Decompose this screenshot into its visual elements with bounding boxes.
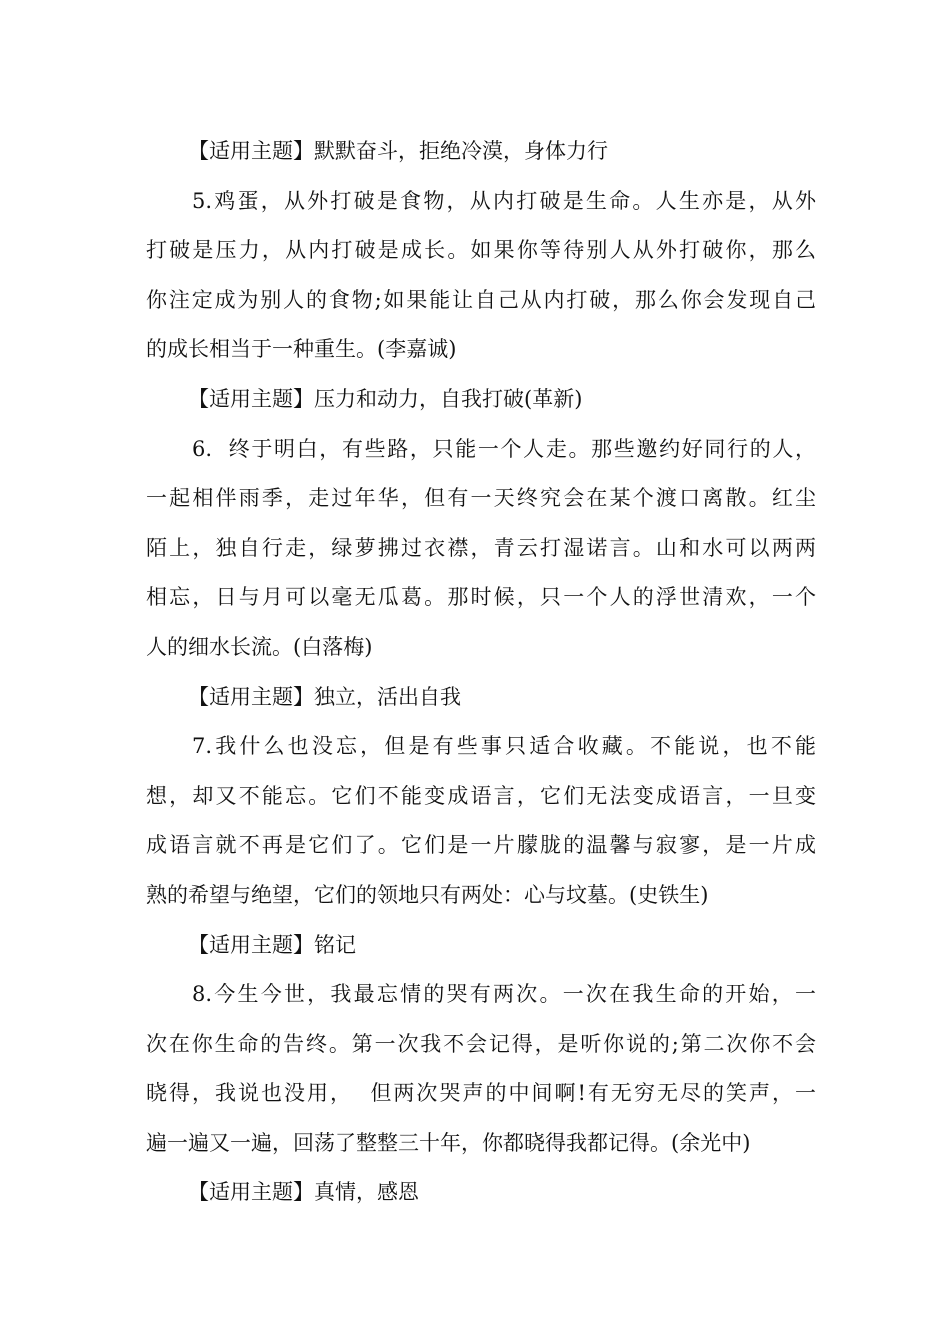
paragraph-line: 打破是压力，从内打破是成长。如果你等待别人从外打破你，那么 xyxy=(146,238,816,263)
paragraph-line: 想，却又不能忘。它们不能变成语言，它们无法变成语言，一旦变 xyxy=(146,783,816,808)
theme-line: 【适用主题】默默奋斗，拒绝冷漠，身体力行 xyxy=(188,139,608,163)
paragraph-line: 6. 终于明白，有些路，只能一个人走。那些邀约好同行的人， xyxy=(192,436,816,461)
theme-line: 【适用主题】压力和动力，自我打破(革新) xyxy=(188,386,583,411)
paragraph-line: 相忘，日与月可以毫无瓜葛。那时候，只一个人的浮世清欢，一个 xyxy=(146,585,816,610)
paragraph-line: 你注定成为别人的食物;如果能让自己从内打破，那么你会发现自己 xyxy=(146,287,816,312)
theme-line: 【适用主题】铭记 xyxy=(188,932,356,957)
paragraph-line: 5.鸡蛋，从外打破是食物，从内打破是生命。人生亦是，从外 xyxy=(192,188,816,213)
paragraph-line: 遍一遍又一遍，回荡了整整三十年，你都晓得我都记得。(余光中) xyxy=(146,1130,751,1155)
paragraph-line: 8.今生今世，我最忘情的哭有两次。一次在我生命的开始，一 xyxy=(192,982,816,1007)
paragraph-line: 次在你生命的告终。第一次我不会记得，是听你说的;第二次你不会 xyxy=(146,1031,816,1056)
paragraph-line: 成语言就不再是它们了。它们是一片朦胧的温馨与寂寥，是一片成 xyxy=(146,833,816,858)
paragraph-line: 熟的希望与绝望，它们的领地只有两处：心与坟墓。(史铁生) xyxy=(146,882,709,907)
theme-line: 【适用主题】独立，活出自我 xyxy=(188,684,461,709)
paragraph-line: 一起相伴雨季，走过年华，但有一天终究会在某个渡口离散。红尘 xyxy=(146,486,816,511)
paragraph-line: 人的细水长流。(白落梅) xyxy=(146,634,373,659)
paragraph-line: 7.我什么也没忘，但是有些事只适合收藏。不能说，也不能 xyxy=(192,734,816,759)
theme-line: 【适用主题】真情，感恩 xyxy=(188,1180,419,1205)
paragraph-line: 陌上，独自行走，绿萝拂过衣襟，青云打湿诺言。山和水可以两两 xyxy=(146,535,816,560)
document-body xyxy=(146,127,816,1218)
paragraph-line: 晓得，我说也没用， 但两次哭声的中间啊!有无穷无尽的笑声，一 xyxy=(146,1081,816,1106)
paragraph-line: 的成长相当于一种重生。(李嘉诚) xyxy=(146,337,457,362)
